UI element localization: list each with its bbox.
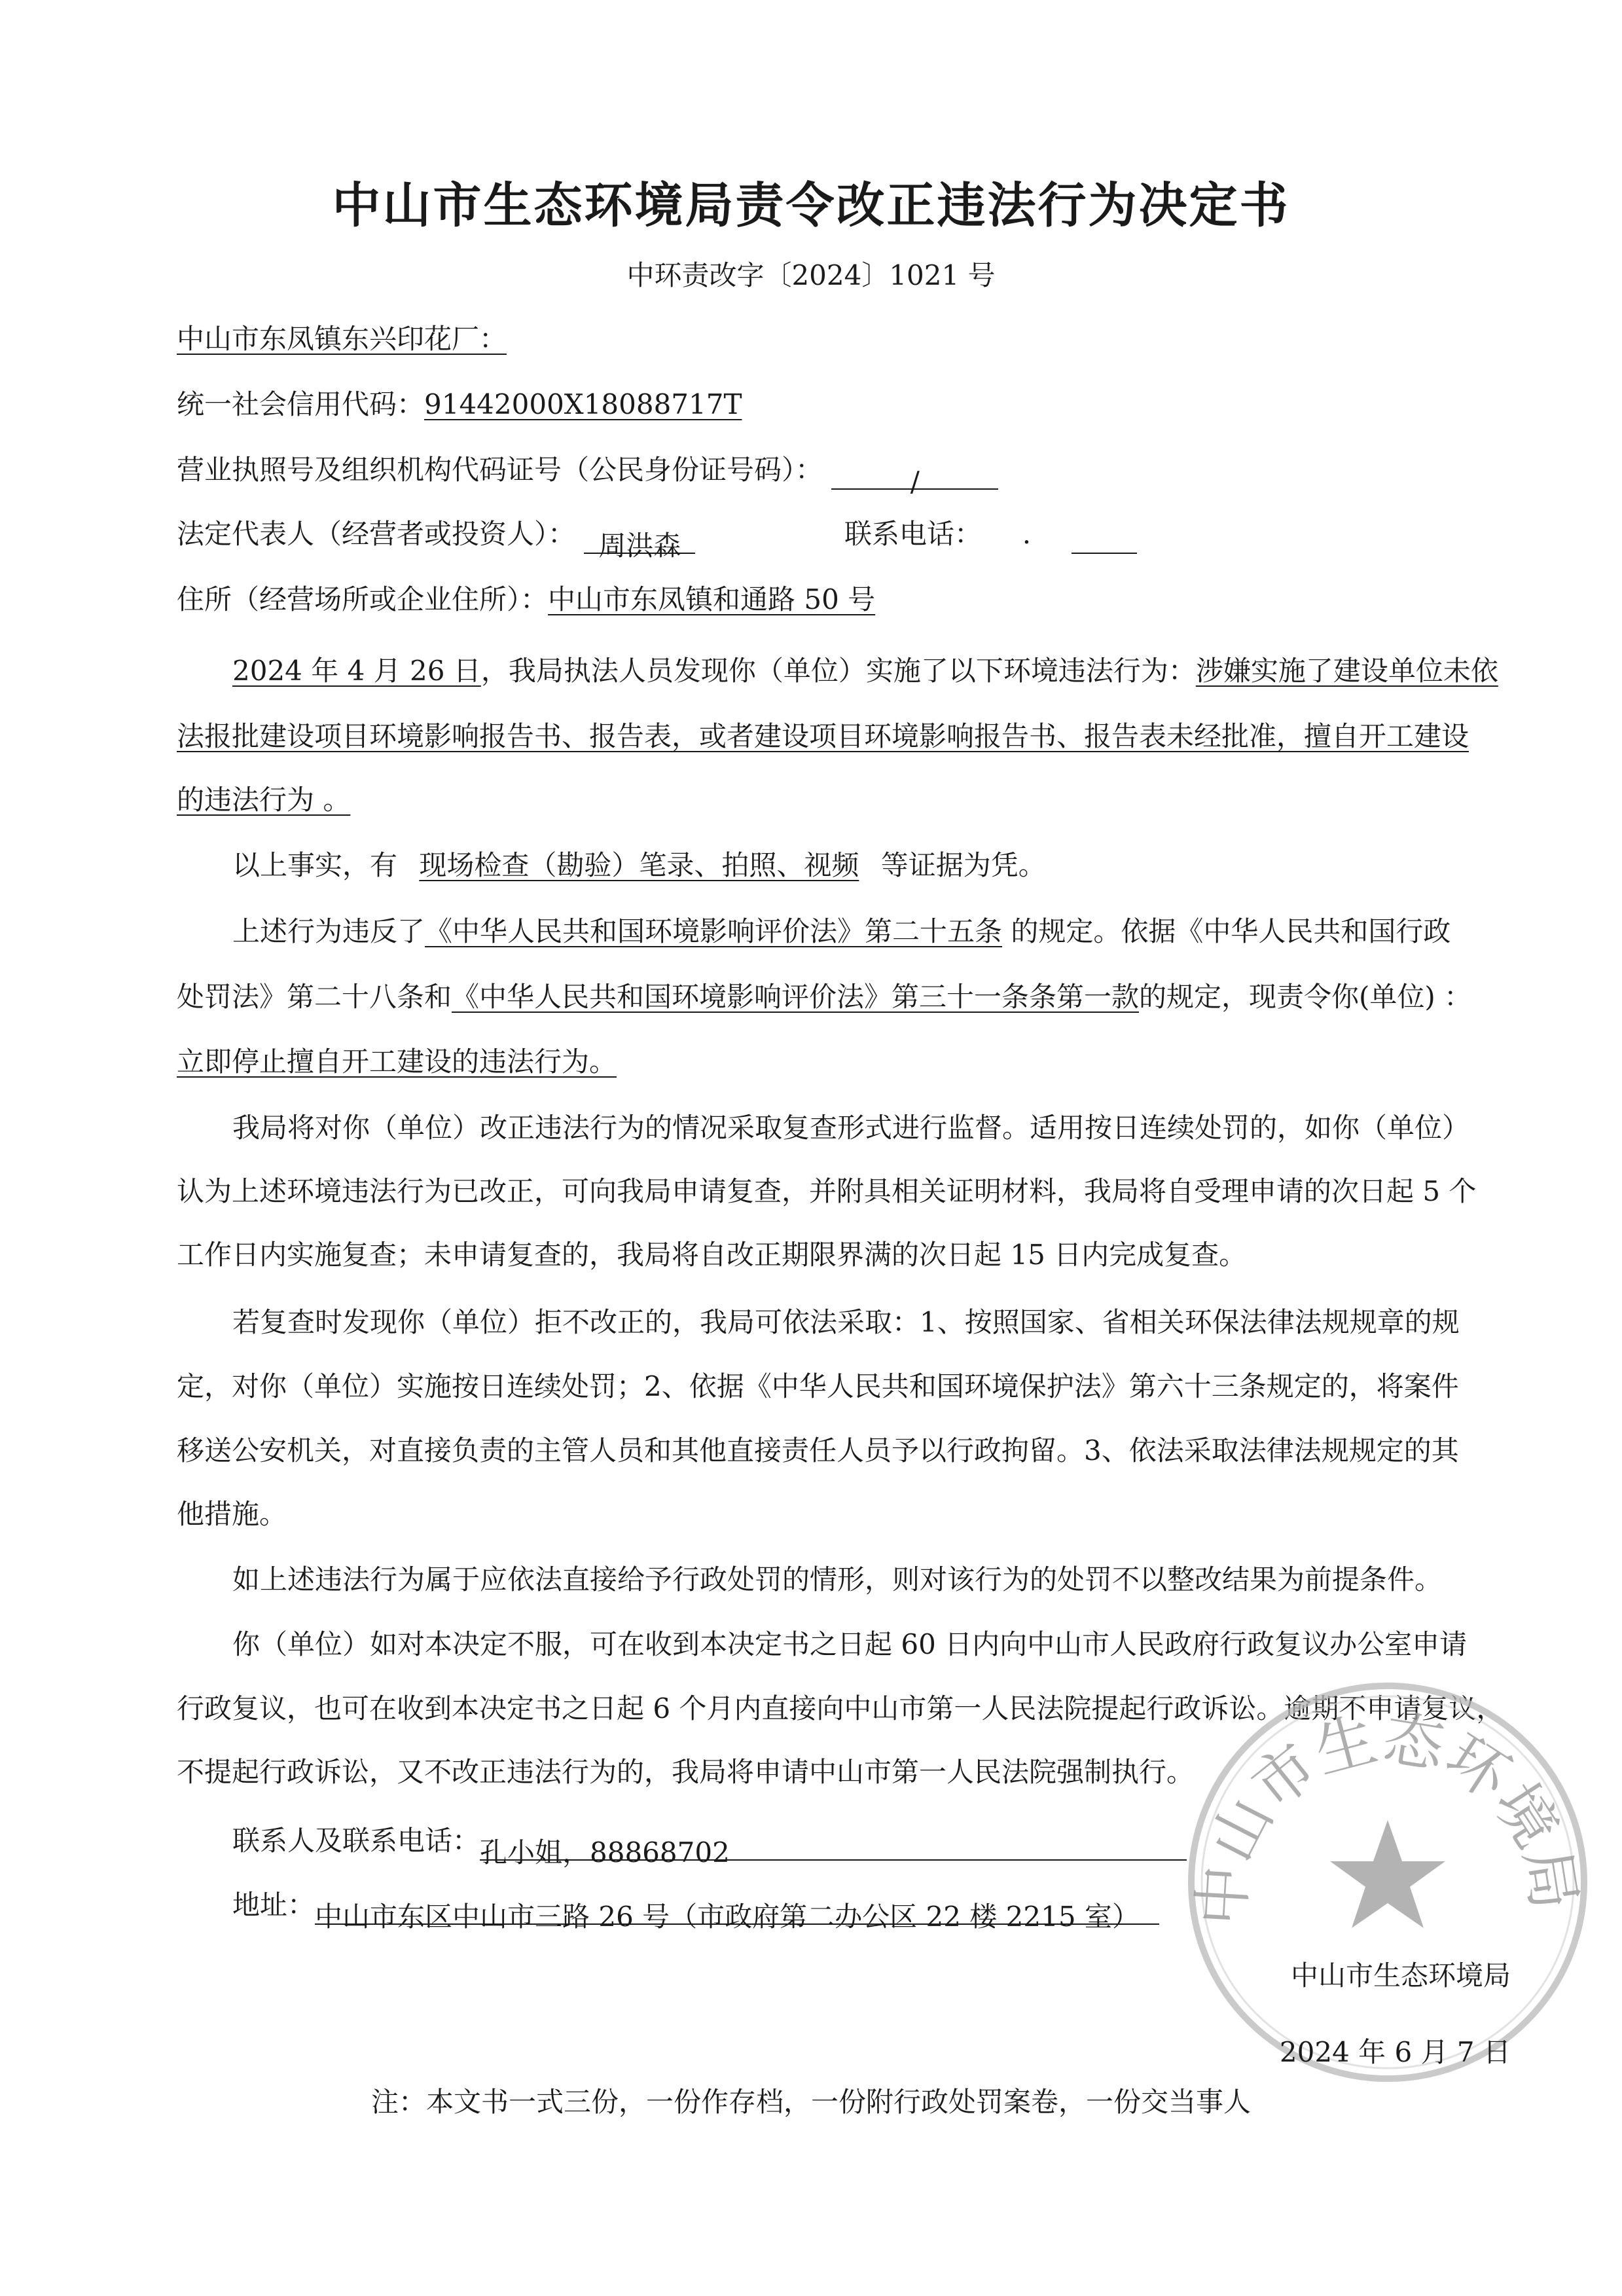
para7-line2: 行政复议，也可在收到本决定书之日起 6 个月内直接向中山市第一人民法院提起行政诉讼。逾期不申请复议，: [177, 1692, 1504, 1724]
para3-line1: [232, 912, 1451, 951]
contact-label: 联系人及联系电话：: [232, 1825, 480, 1857]
para5-line3: 移送公安机关，对直接负责的主管人员和其他直接责任人员予以行政拘留。3、依法采取法律法规规定的其: [177, 1434, 1459, 1467]
para5-line1: 若复查时发现你（单位）拒不改正的，我局可依法采取：1、按照国家、省相关环保法律法规规章的规: [232, 1306, 1460, 1338]
para4-line1: 我局将对你（单位）改正违法行为的情况采取复查形式进行监督。适用按日连续处罚的，如你（单位）: [232, 1112, 1470, 1144]
para1-line2: [177, 717, 1469, 756]
office-address-label: 地址：: [232, 1889, 315, 1921]
license-value: /: [831, 462, 998, 490]
para3-d: 的规定，现责令你(单位) ：: [1139, 981, 1472, 1013]
para3-b: 的规定。依据《中华人民共和国行政: [1011, 915, 1451, 947]
para1-line3: [177, 780, 350, 820]
address-value: 中山市东凤镇和通路 50 号: [548, 583, 876, 615]
para7-line1: 你（单位）如对本决定不服，可在收到本决定书之日起 60 日内向中山市人民政府行政复议办公室申请: [232, 1628, 1468, 1660]
para5-line2: 定，对你（单位）实施按日连续处罚；2、依据《中华人民共和国环境保护法》第六十三条规定的，将案件: [177, 1370, 1459, 1402]
phone-value: .: [1022, 518, 1032, 550]
para3-c: 处罚法》第二十八条和: [177, 981, 452, 1013]
recipient-name: 中山市东凤镇东兴印花厂：: [177, 323, 507, 355]
address-line: [177, 580, 875, 619]
contact-value: 孔小姐，88868702: [480, 1833, 1187, 1861]
evidence-list: 现场检查（勘验）笔录、拍照、视频: [419, 849, 859, 881]
credit-code-value: 91442000X18088717T: [424, 388, 742, 420]
phone-label: 联系电话：: [844, 518, 982, 550]
para1-text: ，我局执法人员发现你（单位）实施了以下环境违法行为：: [480, 655, 1196, 687]
legal-rep-line: [177, 515, 695, 562]
para7-line3: 不提起行政诉讼，又不改正违法行为的，我局将申请中山市第一人民法院强制执行。: [177, 1756, 1195, 1788]
license-line: [177, 450, 998, 498]
violated-law: 《中华人民共和国环境影响评价法》第二十五条: [425, 915, 1003, 947]
violation-text-1: 涉嫌实施了建设单位未依: [1195, 655, 1498, 687]
violation-text-2: 法报批建设项目环境影响报告书、报告表，或者建设项目环境影响报告书、报告表未经批准，擅自开工建设: [177, 720, 1469, 752]
office-address-value: 中山市东区中山市三路 26 号（市政府第二办公区 22 楼 2215 室）: [315, 1897, 1159, 1925]
evidence-suffix: 等证据为凭。: [880, 849, 1046, 881]
license-label: 营业执照号及组织机构代码证号（公民身份证号码）：: [177, 454, 823, 486]
para4-line2: 认为上述环境违法行为已改正，可向我局申请复查，并附具相关证明材料，我局将自受理申请的次日起 5 个: [177, 1175, 1477, 1207]
recipient-line: [177, 319, 507, 359]
phone-blank: [1072, 526, 1137, 554]
issue-date: 2024 年 6 月 7 日: [1279, 2036, 1511, 2068]
para1-line1: [232, 651, 1498, 691]
para3-line3: [177, 1042, 617, 1082]
contact-line: [232, 1821, 1187, 1868]
office-address-line: [232, 1886, 1159, 1933]
legal-rep-value: 周洪森: [584, 526, 695, 554]
phone-line: [844, 515, 1137, 554]
para3-line2: [177, 977, 1471, 1017]
evidence-prefix: 以上事实，有: [232, 849, 398, 881]
issuer-name: 中山市生态环境局: [1290, 1959, 1511, 1992]
para3-a: 上述行为违反了: [232, 915, 425, 947]
para6-line: 如上述违法行为属于应依法直接给予行政处罚的情形，则对该行为的处罚不以整改结果为前提条件。: [232, 1563, 1443, 1595]
basis-law: 《中华人民共和国环境影响评价法》第三十一条条第一款: [452, 981, 1140, 1013]
credit-code-line: [177, 385, 742, 424]
para4-line3: 工作日内实施复查；未申请复查的，我局将自改正期限界满的次日起 15 日内完成复查。: [177, 1239, 1247, 1271]
violation-date: 2024 年 4 月 26 日: [232, 655, 481, 687]
credit-code-label: 统一社会信用代码：: [177, 388, 425, 420]
legal-rep-label: 法定代表人（经营者或投资人）：: [177, 518, 576, 550]
address-label: 住所（经营场所或企业住所）：: [177, 583, 549, 615]
para5-line4: 他措施。: [177, 1498, 287, 1530]
violation-text-3: 的违法行为 。: [177, 784, 351, 816]
seal-text: 中山市生态环境局: [1186, 1702, 1590, 1928]
para2-line: [232, 846, 1046, 885]
document-number: 中环责改字〔2024〕1021 号: [626, 259, 996, 291]
document-title: 中山市生态环境局责令改正违法行为决定书: [332, 177, 1290, 234]
official-seal-stamp: [1178, 1673, 1597, 2092]
footer-note: 注：本文书一式三份，一份作存档，一份附行政处罚案卷，一份交当事人: [370, 2086, 1251, 2118]
order-text: 立即停止擅自开工建设的违法行为。: [177, 1046, 617, 1078]
